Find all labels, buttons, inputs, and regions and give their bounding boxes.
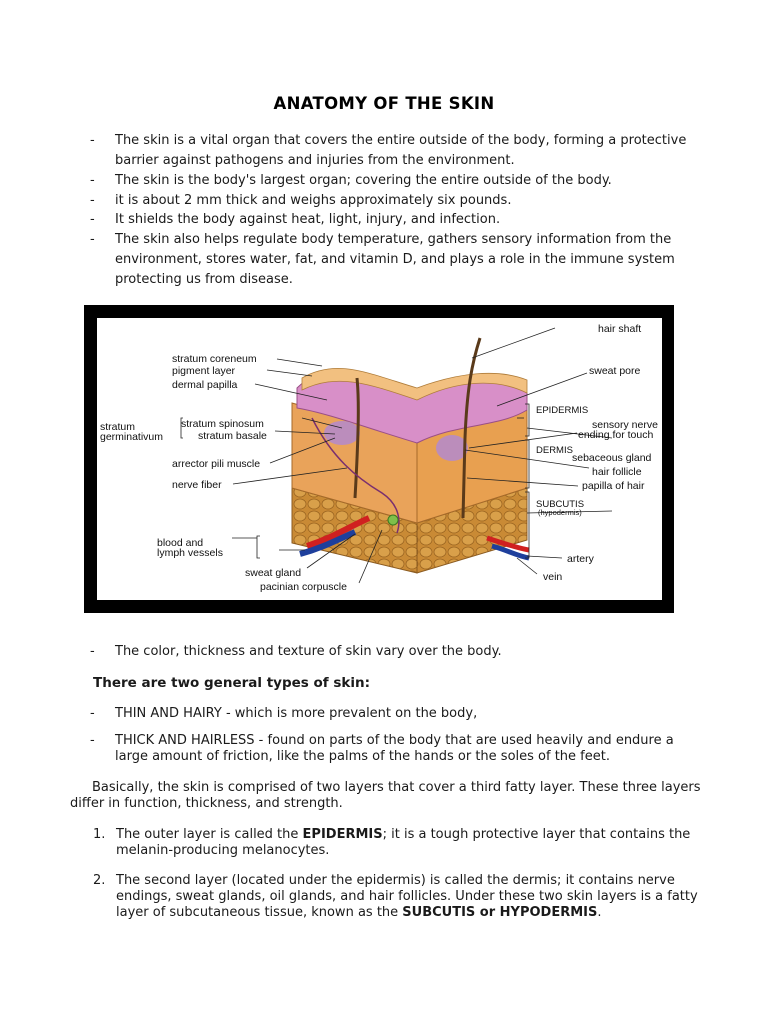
label-vein: vein — [543, 571, 563, 583]
intro-paragraph: Basically, the skin is comprised of two layers that cover a third fatty layer. These three layers differ in function, thickness, and strength. — [70, 780, 701, 811]
bullet-dash: - — [90, 644, 95, 659]
page-title: ANATOMY OF THE SKIN — [273, 94, 495, 113]
label-sebaceous-gland: sebaceous gland — [572, 452, 652, 464]
label-stratum-basale: stratum basale — [198, 430, 267, 442]
bullet-text: it is about 2 mm thick and weighs approximately six pounds. — [115, 193, 512, 208]
label-stratum: stratum — [100, 421, 136, 433]
type-label: THIN AND HAIRY — [115, 706, 222, 721]
skin-diagram — [97, 318, 662, 600]
item-number: 1. — [93, 827, 106, 842]
type-text: - which is more prevalent on the body, — [221, 706, 478, 721]
bullet-text: The skin also helps regulate body temperature, gathers sensory information from the environment, stores water, fat, and vitamin D, and plays a role in the immune system protecting us from disease. — [115, 232, 675, 287]
bullet-dash: - — [90, 193, 95, 208]
skin-diagram-svg — [97, 318, 662, 600]
label-sweat-gland: sweat gland — [245, 567, 302, 579]
label-blood-lymph-2: lymph vessels — [157, 547, 223, 559]
label-pigment-layer: pigment layer — [172, 365, 236, 377]
item-text-pre: The second layer (located under the epidermis) is called the dermis; it contains nerve endings, sweat glands, oil glands, and hair follicles. Under these two skin layers is a fatty layer of subcutaneous tissue, known as the — [116, 873, 698, 920]
bullet-text: It shields the body against heat, light, injury, and infection. — [115, 212, 501, 227]
label-stratum-spinosum: stratum spinosum — [181, 418, 264, 430]
item-text-bold: SUBCUTIS or HYPODERMIS — [402, 905, 598, 920]
bullet-dash: - — [90, 733, 95, 748]
label-subcutis: SUBCUTIS — [536, 499, 585, 510]
bullet-text: The color, thickness and texture of skin vary over the body. — [115, 644, 502, 659]
types-heading: There are two general types of skin: — [93, 675, 371, 691]
label-nerve-fiber: nerve fiber — [172, 479, 222, 491]
bullet-text: The skin is the body's largest organ; covering the entire outside of the body. — [115, 173, 612, 188]
item-text-post: ; it is a tough protective layer that contains the melanin-producing melanocytes. — [116, 827, 691, 858]
bullet-dash: - — [90, 232, 95, 247]
bullet-dash: - — [90, 133, 95, 148]
label-germinativum: germinativum — [100, 431, 164, 443]
label-sensory-nerve: sensory nerve — [592, 419, 658, 431]
label-artery: artery — [567, 553, 594, 565]
label-blood-lymph: blood and — [157, 537, 204, 549]
item-text-bold: EPIDERMIS — [302, 827, 383, 842]
label-hypodermis: (hypodermis) — [538, 508, 582, 517]
bullet-dash: - — [90, 706, 95, 721]
label-sweat-pore: sweat pore — [589, 365, 641, 377]
label-hair-follicle: hair follicle — [592, 466, 642, 478]
item-text-pre: The outer layer is called the — [116, 827, 303, 842]
label-hair-shaft: hair shaft — [598, 323, 642, 335]
bullet-text: The skin is a vital organ that covers the entire outside of the body, forming a protective barrier against pathogens and injuries from the environment. — [115, 133, 687, 168]
label-dermal-papilla: dermal papilla — [172, 379, 238, 391]
bullet-dash: - — [90, 212, 95, 227]
label-stratum-coreneum: stratum coreneum — [172, 353, 257, 365]
label-pacinian: pacinian corpuscle — [260, 581, 347, 593]
label-dermis: DERMIS — [536, 445, 573, 456]
bullet-dash: - — [90, 173, 95, 188]
label-papilla-of-hair: papilla of hair — [582, 480, 645, 492]
item-number: 2. — [93, 873, 106, 888]
type-label: THICK AND HAIRLESS — [115, 733, 255, 748]
label-arrector-pili: arrector pili muscle — [172, 458, 261, 470]
pacinian-corpuscle — [388, 515, 398, 525]
item-text-post: . — [597, 905, 602, 920]
label-sensory-nerve-2: ending for touch — [578, 429, 654, 441]
label-epidermis: EPIDERMIS — [536, 405, 589, 416]
type-text: - found on parts of the body that are used heavily and endure a large amount of friction, like the palms of the hands or the soles of the feet. — [115, 733, 674, 764]
